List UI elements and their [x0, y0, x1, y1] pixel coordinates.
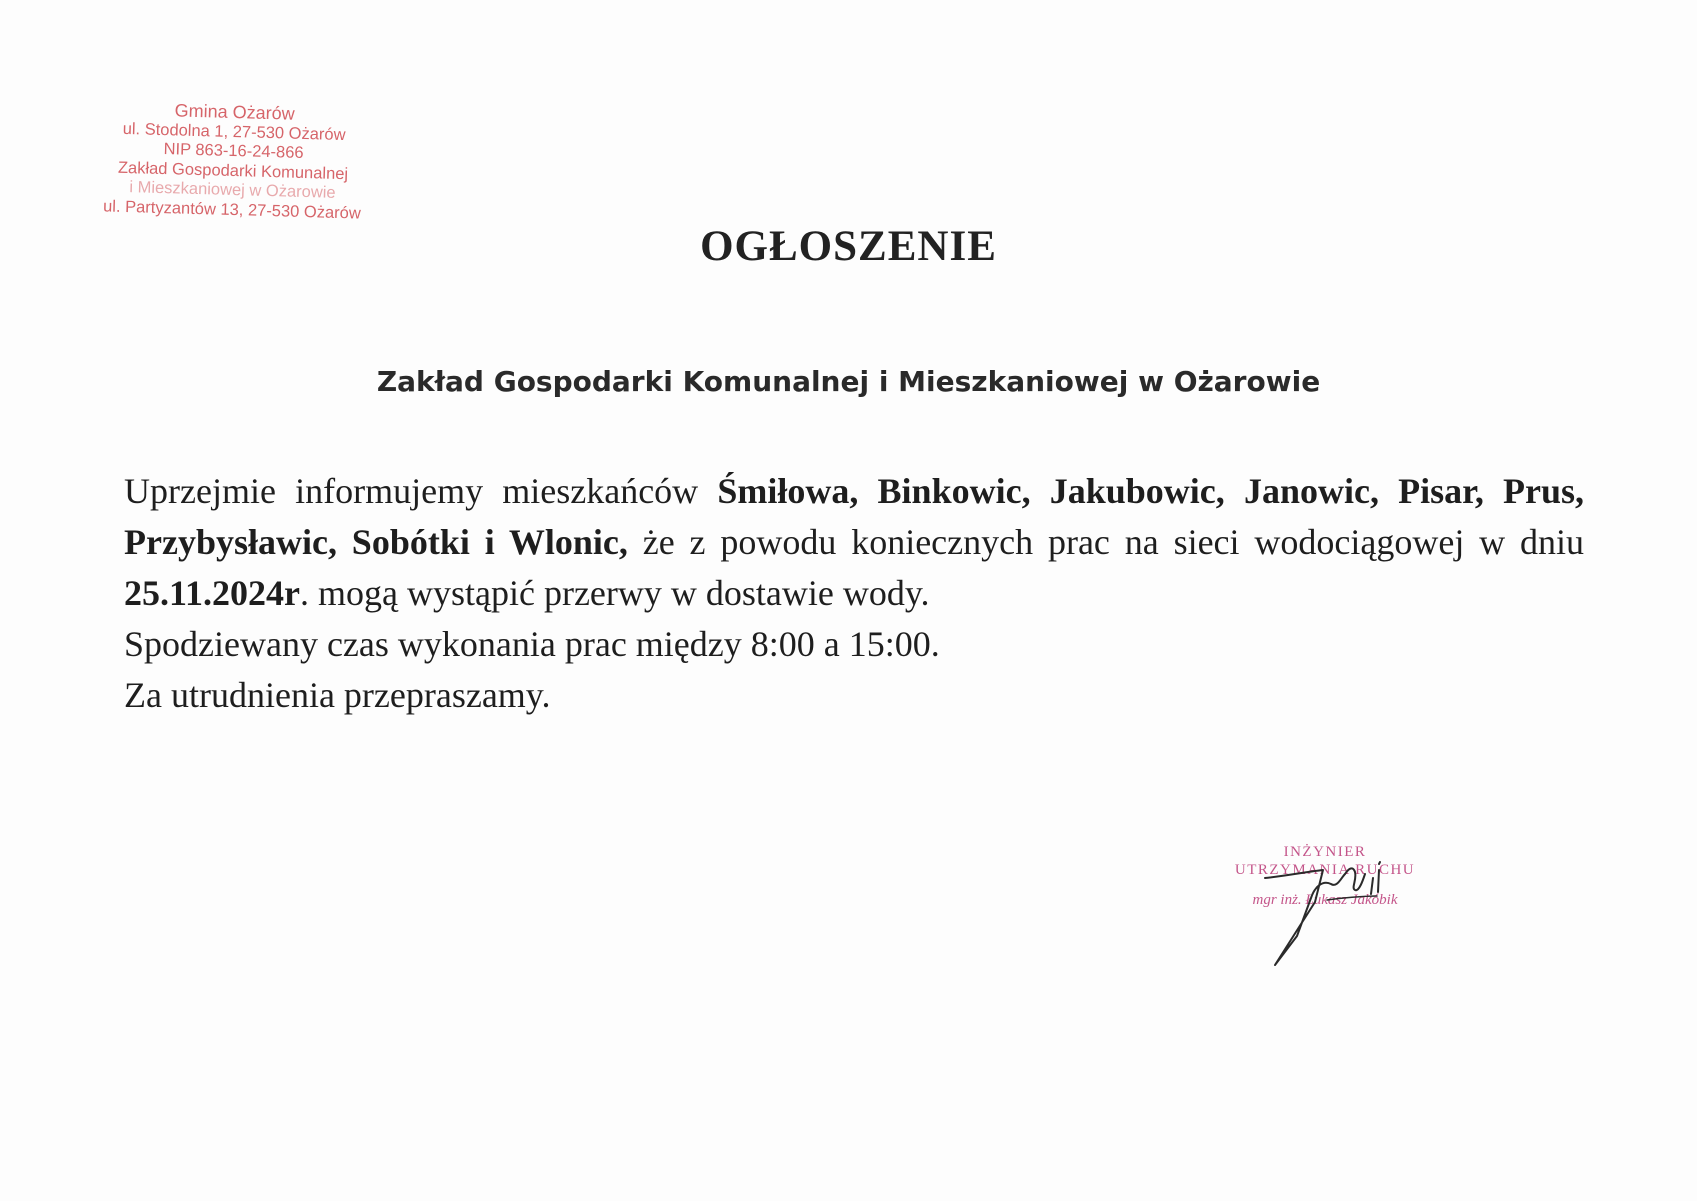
stamp-line: NIP 863-16-24-866 — [163, 140, 304, 162]
signer-role-line2: UTRZYMANIA RUCHU — [1234, 862, 1416, 878]
stamp-line: Zakład Gospodarki Komunalnej — [117, 158, 349, 183]
villages-list: Śmiłowa, Binkowic, Jakubowic, Janowic, Pisar, Prus, Przybysławic, Sobótki i Wlonic, — [124, 471, 1584, 562]
signer-name: mgr inż. Łukasz Jakóbik — [1252, 892, 1398, 908]
stamp-line: i Mieszkaniowej w Ożarowie — [129, 178, 336, 202]
outage-date: 25.11.2024r — [124, 573, 300, 613]
outcome-text: . mogą wystąpić przerwy w dostawie wody. — [300, 573, 930, 613]
stamp-line: ul. Stodolna 1, 27-530 Ożarów — [122, 119, 346, 144]
reason-text: że z powodu koniecznych prac na sieci wodociągowej w dniu — [627, 522, 1584, 562]
handwritten-signature — [1245, 840, 1435, 970]
announcement-paragraph — [124, 466, 1584, 619]
intro-text: Uprzejmie informujemy mieszkańców — [124, 471, 718, 511]
apology-text: Za utrudnienia przepraszamy. — [124, 675, 551, 715]
signer-role-line1: INŻYNIER — [1283, 844, 1367, 860]
announcement-body — [124, 466, 1584, 721]
office-stamp — [52, 98, 415, 225]
document-title: OGŁOSZENIE — [700, 223, 997, 270]
schedule-text: Spodziewany czas wykonania prac między 8:00 a 15:00. — [124, 624, 940, 664]
stamp-line: Gmina Ożarów — [174, 100, 295, 124]
stamp-line: ul. Partyzantów 13, 27-530 Ożarów — [102, 196, 362, 223]
company-name: Zakład Gospodarki Komunalnej i Mieszkaniowej w Ożarowie — [376, 365, 1321, 398]
